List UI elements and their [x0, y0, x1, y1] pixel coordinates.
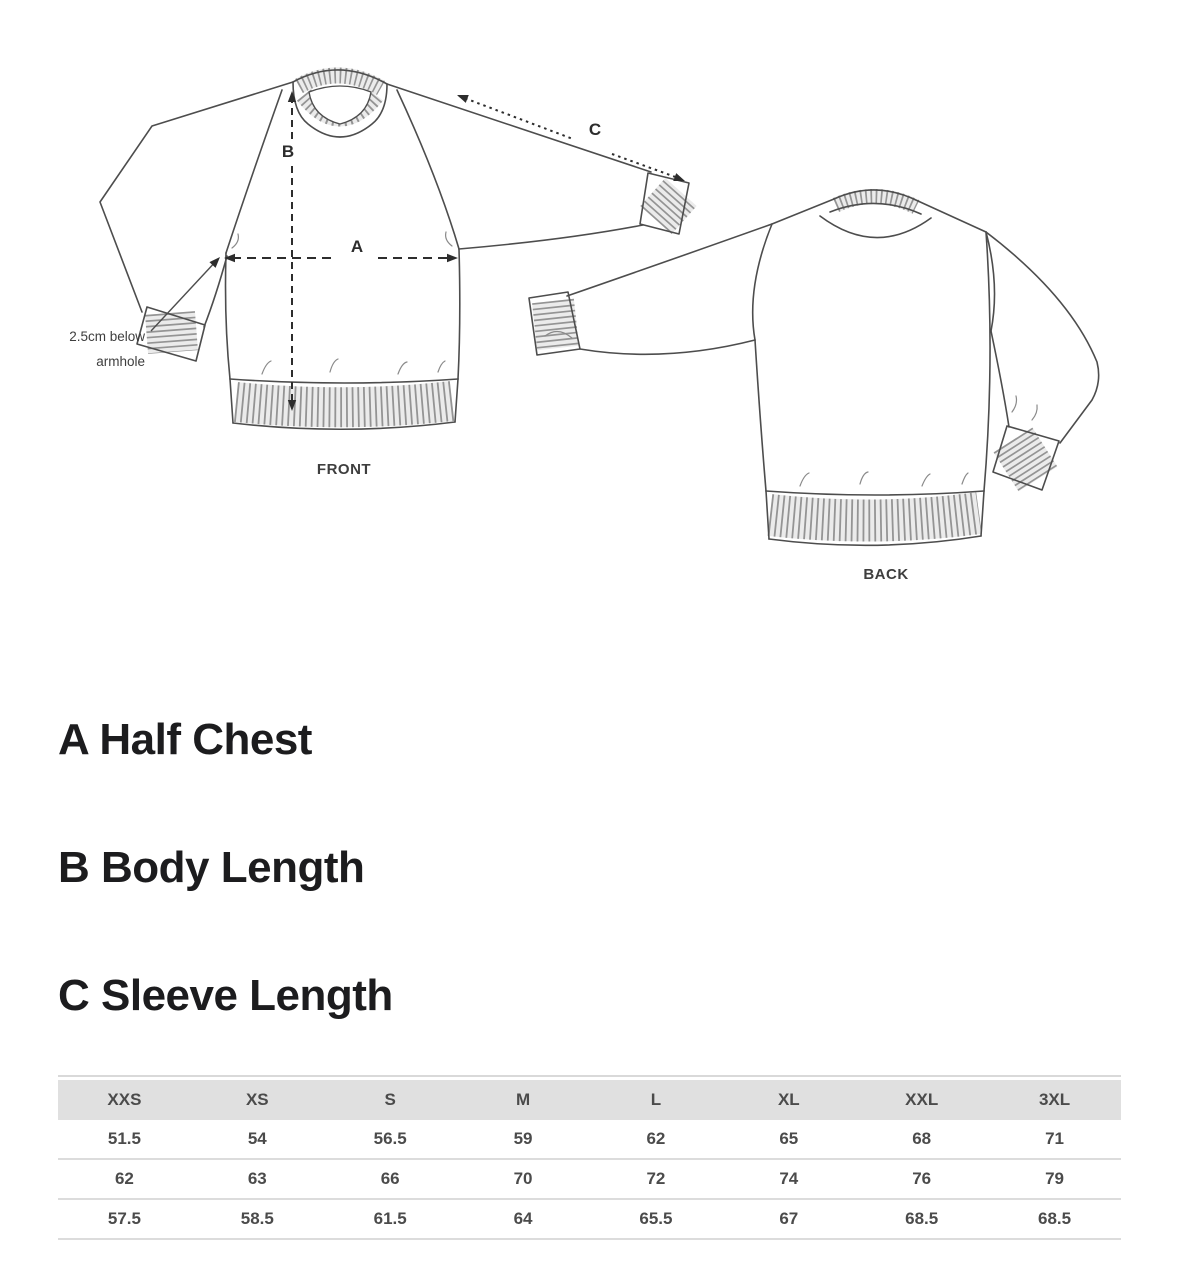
- size-value-cell: 62: [58, 1159, 191, 1199]
- size-value-cell: 74: [722, 1159, 855, 1199]
- arrowhead-icon: [288, 91, 296, 102]
- size-value-cell: 56.5: [324, 1120, 457, 1159]
- size-column-header: 3XL: [988, 1080, 1121, 1120]
- legend-item-body-length: B Body Length: [58, 843, 365, 892]
- arrowhead-icon: [447, 254, 458, 262]
- measure-b-label: B: [281, 142, 295, 161]
- arrowhead-icon: [455, 91, 468, 103]
- size-value-cell: 57.5: [58, 1199, 191, 1239]
- legend-item-sleeve-length: C Sleeve Length: [58, 971, 393, 1020]
- size-value-cell: 76: [855, 1159, 988, 1199]
- size-value-cell: 79: [988, 1159, 1121, 1199]
- arrowhead-icon: [673, 173, 686, 185]
- measure-a-line: [224, 237, 458, 262]
- size-value-cell: 68: [855, 1120, 988, 1159]
- armhole-note-line1: 2.5cm below: [69, 329, 145, 344]
- size-value-cell: 62: [590, 1120, 723, 1159]
- front-caption: FRONT: [316, 461, 372, 478]
- size-value-cell: 72: [590, 1159, 723, 1199]
- size-value-cell: 63: [191, 1159, 324, 1199]
- size-value-cell: 70: [457, 1159, 590, 1199]
- size-value-cell: 54: [191, 1120, 324, 1159]
- size-value-cell: 66: [324, 1159, 457, 1199]
- size-value-cell: 67: [722, 1199, 855, 1239]
- size-value-cell: 59: [457, 1120, 590, 1159]
- size-column-header: XL: [722, 1080, 855, 1120]
- size-column-header: XXS: [58, 1080, 191, 1120]
- size-value-cell: 65: [722, 1120, 855, 1159]
- table-row-sleeve-length: [58, 1199, 1121, 1239]
- measure-b-line: [282, 91, 296, 411]
- size-value-cell: 64: [457, 1199, 590, 1239]
- size-table-grid: [58, 1080, 1121, 1240]
- back-caption: BACK: [863, 566, 909, 583]
- size-value-cell: 58.5: [191, 1199, 324, 1239]
- size-column-header: L: [590, 1080, 723, 1120]
- measure-c-label: C: [588, 120, 602, 139]
- table-row-body-length: [58, 1159, 1121, 1199]
- size-value-cell: 68.5: [855, 1199, 988, 1239]
- measure-c-line: [455, 91, 686, 185]
- size-column-header: XS: [191, 1080, 324, 1120]
- back-view-drawing: [529, 190, 1099, 545]
- table-row-half-chest: [58, 1120, 1121, 1159]
- size-value-cell: 51.5: [58, 1120, 191, 1159]
- legend-item-half-chest: A Half Chest: [58, 715, 312, 764]
- size-value-cell: 68.5: [988, 1199, 1121, 1239]
- size-column-header: M: [457, 1080, 590, 1120]
- size-column-header: S: [324, 1080, 457, 1120]
- armhole-note-line2: armhole: [96, 354, 145, 369]
- measure-a-label: A: [350, 237, 364, 256]
- size-value-cell: 61.5: [324, 1199, 457, 1239]
- size-value-cell: 65.5: [590, 1199, 723, 1239]
- size-value-cell: 71: [988, 1120, 1121, 1159]
- size-table-header-row: [58, 1080, 1121, 1120]
- size-table: [58, 1075, 1121, 1240]
- size-column-header: XXL: [855, 1080, 988, 1120]
